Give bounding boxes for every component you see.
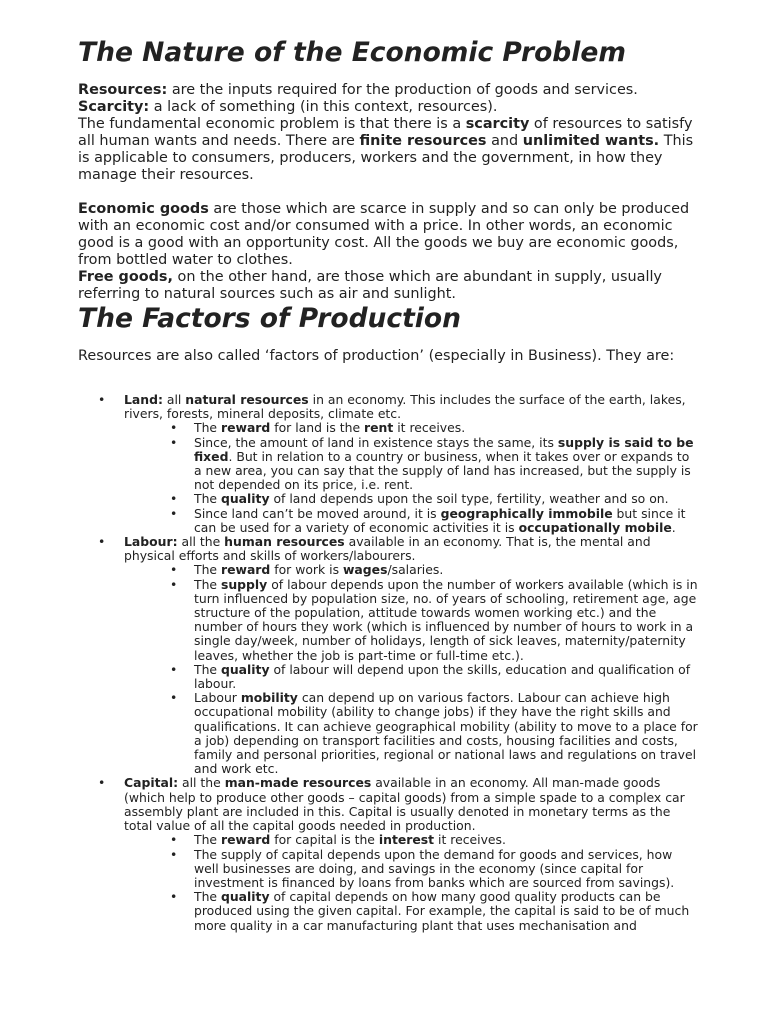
text-run: and — [486, 133, 523, 149]
bullet-icon: • — [170, 576, 178, 592]
bold-term: wages — [342, 562, 388, 578]
scarcity-text: a lack of something (in this context, resources). — [149, 99, 498, 115]
bullet-icon: • — [170, 505, 178, 521]
text-run: The supply of capital depends upon the demand for goods and services, how well businesses are doing, and savings in the economy (since capital for investment is financed by loans from banks which are sourced from savings). — [194, 846, 675, 890]
sub-item-labour-reward — [78, 563, 698, 577]
text-run: it receives. — [434, 832, 506, 848]
economic-goods-paragraph — [78, 201, 698, 269]
bullet-icon: • — [170, 690, 178, 706]
text-run: The — [194, 576, 221, 592]
factors-list — [78, 393, 698, 933]
bold-term: man-made resources — [224, 775, 372, 791]
labour-label: Labour: — [124, 534, 178, 550]
text-run: The — [194, 562, 221, 578]
text-run: available in an economy. That is, the mental and physical efforts and skills of workers/labourers. — [124, 534, 651, 564]
text-run: all — [162, 392, 186, 407]
bold-term: reward — [220, 420, 271, 436]
bullet-icon: • — [170, 491, 178, 507]
resources-definition — [78, 82, 698, 99]
scarcity-definition — [78, 99, 698, 116]
text-run: of labour will depend upon the skills, education and qualification of labour. — [194, 661, 691, 692]
bold-term: reward — [220, 562, 271, 578]
sub-item-capital-reward — [78, 833, 698, 847]
economic-goods-text: are those which are scarce in supply and so can only be produced with an economic cost and/or consumed with a price. In other words, an economic good is a good with an opportunity cost. All the goods we buy are economic goods, from bottled water to clothes. — [78, 201, 690, 268]
text-run: all the — [178, 775, 225, 791]
bold-term: supply is said to be fixed — [194, 434, 694, 464]
text-run: of labour depends upon the number of workers available (which is in turn influenced by population size, no. of years of schooling, retirement age, age structure of the population, attitude towards women working etc.) and the number of hours they work (which is influenced by number of hours to work in a single day/week, number of holidays, length of sick leaves, maternity/paternity leaves, whether the job is part-time or full-time etc.). — [194, 576, 698, 663]
resources-label: Resources: — [78, 82, 168, 98]
text-run: /salaries. — [387, 562, 444, 578]
list-item-land — [78, 393, 698, 421]
bullet-icon: • — [170, 434, 178, 450]
bold-term: unlimited wants. — [522, 133, 660, 149]
list-item-labour — [78, 535, 698, 563]
text-run: The — [194, 491, 221, 507]
bullet-icon: • — [170, 562, 178, 578]
text-run: Since land can’t be moved around, it is — [194, 505, 441, 521]
text-run: The — [194, 661, 221, 677]
sub-item-capital-quality — [78, 890, 698, 933]
bold-term: scarcity — [465, 116, 530, 132]
bold-term: interest — [378, 832, 435, 848]
bullet-icon: • — [98, 392, 106, 407]
factors-intro: Resources are also called ‘factors of production’ (especially in Business). They are: — [78, 348, 675, 364]
bullet-icon: • — [98, 775, 106, 791]
free-goods-text: on the other hand, are those which are abundant in supply, usually referring to natural sources such as air and sunlight. — [78, 269, 662, 302]
bold-term: mobility — [240, 690, 298, 706]
text-run: . But in relation to a country or business, when it takes over or expands to a new area, you can say that the supply of land has increased, but the supply is not depended on its price, i.e. rent. — [194, 448, 691, 493]
bold-term: rent — [364, 420, 394, 436]
bold-term: quality — [220, 491, 270, 507]
text-run: for capital is the — [270, 832, 379, 848]
factors-intro-section — [78, 348, 698, 365]
free-goods-label: Free goods, — [78, 269, 173, 285]
text-run: for land is the — [270, 420, 365, 436]
text-run: it receives. — [393, 420, 466, 436]
bold-term: reward — [220, 832, 271, 848]
sub-item-labour-supply — [78, 578, 698, 663]
bullet-icon: • — [170, 420, 178, 436]
bold-term: geographically immobile — [440, 505, 613, 521]
text-run: Labour — [194, 690, 241, 706]
text-run: The — [194, 832, 221, 848]
sub-item-land-quality — [78, 492, 698, 506]
bullet-icon: • — [170, 832, 178, 848]
text-run: Since, the amount of land in existence stays the same, its — [194, 434, 558, 450]
bullet-icon: • — [98, 534, 106, 550]
sub-item-labour-quality — [78, 663, 698, 691]
sub-item-capital-supply — [78, 848, 698, 891]
text-run: of resources to satisfy all human wants and needs. There are — [78, 116, 693, 149]
scarcity-label: Scarcity: — [78, 99, 150, 115]
fundamental-problem-paragraph — [78, 116, 698, 184]
text-run: of capital depends on how many good quality products can be produced using the given capital. For example, the capital is said to be of much more quality in a car manufacturing plant that uses mechanisation and — [194, 889, 690, 933]
free-goods-paragraph — [78, 269, 698, 303]
text-run: The — [194, 420, 221, 436]
text-run: of land depends upon the soil type, fertility, weather and so on. — [269, 491, 669, 507]
bold-term: quality — [220, 661, 270, 677]
sub-item-labour-mobility — [78, 691, 698, 776]
text-run: This is applicable to consumers, producers, workers and the government, in how they manage their resources. — [78, 133, 694, 183]
intro-section — [78, 82, 698, 303]
text-run: can depend up on various factors. Labour can achieve high occupational mobility (ability to change jobs) if they have the right skills and qualifications. It can achieve geographical mobility (ability to move to a place for a job) depending on transport facilities and costs, housing facilities and costs, family and personal priorities, regional or national laws and regulations on travel and work etc. — [194, 690, 698, 777]
section-title: The Factors of Production — [78, 303, 461, 334]
list-item-capital — [78, 776, 698, 833]
text-run: all the — [177, 534, 225, 550]
text-run: available in an economy. All man-made goods (which help to produce other goods – capital goods) from a simple spade to a complex car assembly plant are included in this. Capital is usually denoted in monetary terms as the total value of all the capital goods needed in production. — [124, 775, 685, 834]
economic-goods-label: Economic goods — [78, 201, 209, 217]
bold-term: quality — [220, 889, 270, 905]
text-run: but since it can be used for a variety of economic activities it is — [194, 505, 686, 535]
bold-term: occupationally mobile — [518, 519, 672, 535]
bold-term: natural resources — [185, 392, 309, 407]
page-title: The Nature of the Economic Problem — [78, 37, 626, 68]
resources-text: are the inputs required for the production of goods and services. — [167, 82, 638, 98]
bold-term: finite resources — [359, 133, 487, 149]
text-run: for work is — [270, 562, 343, 578]
capital-label: Capital: — [124, 775, 179, 791]
sub-item-land-mobility — [78, 507, 698, 535]
bold-term: supply — [220, 576, 268, 592]
text-run: . — [671, 519, 676, 535]
text-run: in an economy. This includes the surface of the earth, lakes, rivers, forests, mineral deposits, climate etc. — [124, 392, 686, 422]
sub-item-land-reward — [78, 421, 698, 435]
text-run: The fundamental economic problem is that there is a — [78, 116, 466, 132]
bullet-icon: • — [170, 846, 178, 862]
bullet-icon: • — [170, 889, 178, 905]
text-run: The — [194, 889, 221, 905]
bullet-icon: • — [170, 661, 178, 677]
sub-item-land-supply — [78, 436, 698, 493]
land-label: Land: — [124, 392, 163, 407]
bold-term: human resources — [224, 534, 345, 550]
